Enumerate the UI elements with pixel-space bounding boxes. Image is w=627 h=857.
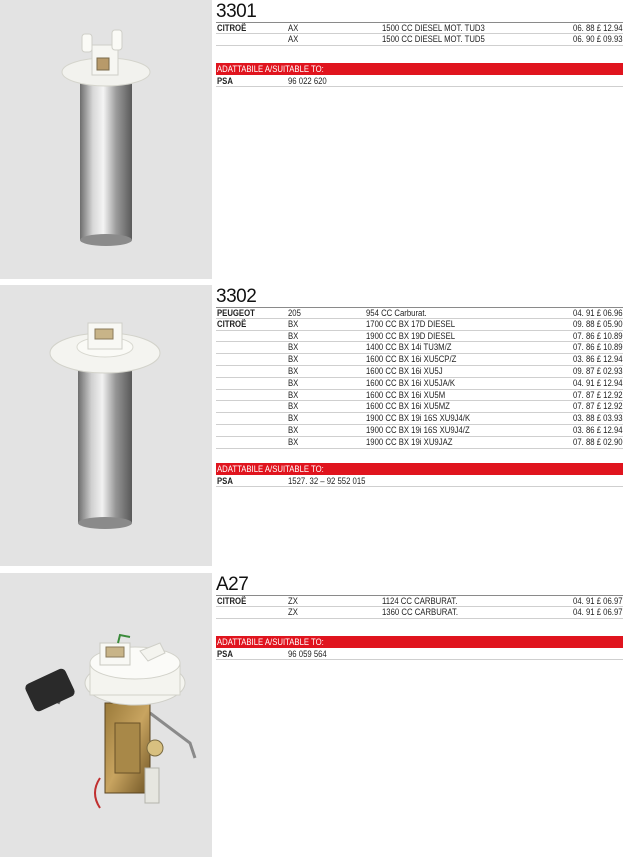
- table-row: BX 1900 CC BX 19i XU9JAZ 07. 88 £ 02.90: [216, 437, 623, 449]
- product-photo: [0, 285, 212, 566]
- product-photo: [0, 0, 212, 279]
- product-info: [216, 573, 623, 660]
- reference-row: PSA 1527. 32 – 92 552 015: [216, 475, 623, 487]
- product-3302: [0, 285, 627, 566]
- table-row: PEUGEOT 205 954 CC Carburat. 04. 91 £ 06.96: [217, 308, 623, 318]
- table-row: CITROË AX 1500 CC DIESEL MOT. TUD3 06. 88 £ 12.94: [217, 23, 623, 33]
- table-row: BX 1600 CC BX 16i XU5M 07. 87 £ 12.92: [216, 390, 623, 402]
- table-row: CITROË BX 1700 CC BX 17D DIESEL 09. 88 £ 05.90: [217, 318, 623, 329]
- table-row: BX 1400 CC BX 14i TU3M/Z 07. 86 £ 10.89: [216, 342, 623, 354]
- table-row: BX 1900 CC BX 19i 16S XU9J4/K 03. 88 £ 03.93: [216, 413, 623, 425]
- product-photo: [0, 573, 212, 857]
- table-row: BX 1900 CC BX 19i 16S XU9J4/Z 03. 86 £ 12.94: [216, 425, 623, 437]
- suitable-to-banner: ADATTABILE A/SUITABLE TO:: [216, 63, 623, 75]
- fuel-pump-module-image: [0, 573, 212, 857]
- product-3301: [0, 0, 627, 279]
- table-row: BX 1600 CC BX 16i XU5CP/Z 03. 86 £ 12.94: [216, 354, 623, 366]
- suitable-to-banner: ADATTABILE A/SUITABLE TO:: [216, 463, 623, 475]
- table-row: ZX 1360 CC CARBURAT. 04. 91 £ 06.97: [216, 607, 623, 619]
- product-code: 3302: [216, 286, 257, 307]
- table-row: BX 1600 CC BX 16i XU5JA/K 04. 91 £ 12.94: [216, 378, 623, 390]
- table-row: BX 1600 CC BX 16i XU5J 09. 87 £ 02.93: [216, 366, 623, 378]
- product-info: [216, 285, 623, 487]
- fuel-sender-image: [0, 285, 212, 566]
- table-row: BX 1900 CC BX 19D DIESEL 07. 86 £ 10.89: [216, 331, 623, 343]
- product-info: [216, 0, 623, 87]
- product-code: 3301: [216, 1, 257, 22]
- reference-row: PSA 96 059 564: [216, 648, 623, 660]
- product-A27: [0, 573, 627, 857]
- reference-row: PSA 96 022 620: [216, 75, 623, 87]
- product-code: A27: [216, 574, 249, 595]
- table-row: CITROË ZX 1124 CC CARBURAT. 04. 91 £ 06.97: [217, 596, 623, 606]
- table-row: AX 1500 CC DIESEL MOT. TUD5 06. 90 £ 09.93: [216, 34, 623, 46]
- suitable-to-banner: ADATTABILE A/SUITABLE TO:: [216, 636, 623, 648]
- table-row: BX 1600 CC BX 16i XU5MZ 07. 87 £ 12.92: [216, 401, 623, 413]
- fuel-sender-image: [0, 0, 212, 279]
